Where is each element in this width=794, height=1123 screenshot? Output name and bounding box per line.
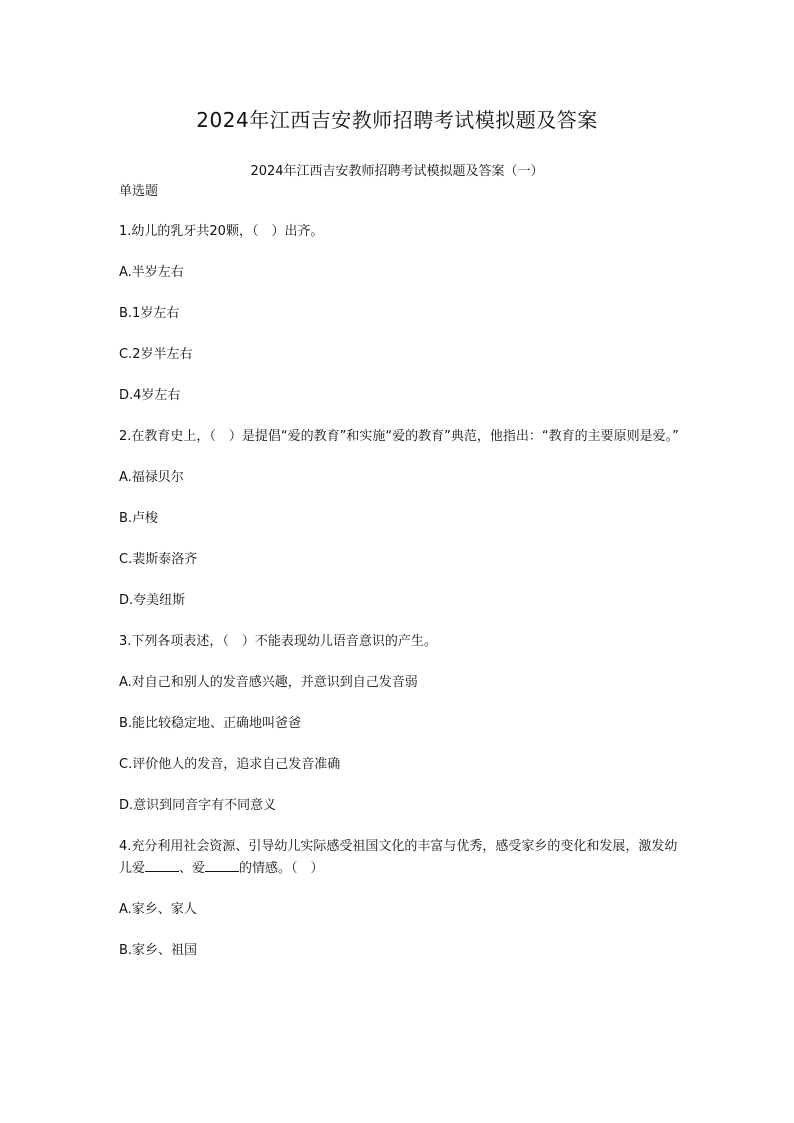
question-4-option-a: A.家乡、家人: [119, 902, 197, 917]
question-1-option-a: A.半岁左右: [119, 265, 184, 280]
question-3-option-b: B.能比较稳定地、正确地叫爸爸: [119, 716, 302, 731]
question-1-stem: 1.幼儿的乳牙共20颗，（ ）出齐。: [119, 224, 324, 239]
question-3-option-c: C.评价他人的发音，追求自己发音准确: [119, 757, 341, 772]
question-2-option-a: A.福禄贝尔: [119, 470, 184, 485]
question-4-stem-part2: 、爱: [179, 861, 206, 876]
document-body: [119, 182, 679, 982]
fill-blank: [145, 857, 179, 872]
question-3-option-a: A.对自己和别人的发音感兴趣，并意识到自己发音弱: [119, 675, 418, 690]
question-2-option-d: D.夸美纽斯: [119, 593, 186, 608]
question-2-option-c: C.裴斯泰洛齐: [119, 552, 198, 567]
question-2-stem: 2.在教育史上，（ ）是提倡“爱的教育”和实施“爱的教育”典范，他指出：“教育的主要原则是爱。”: [119, 429, 679, 444]
question-3-option-d: D.意识到同音字有不同意义: [119, 798, 277, 813]
section-label: 单选题: [119, 184, 159, 199]
question-4-option-b: B.家乡、祖国: [119, 943, 198, 958]
question-4-stem-part3: 的情感。（ ）: [239, 861, 324, 876]
question-1-option-c: C.2岁半左右: [119, 347, 193, 362]
section-subtitle: 2024年江西吉安教师招聘考试模拟题及答案（一）: [250, 164, 544, 179]
question-1-option-b: B.1岁左右: [119, 306, 180, 321]
page-title: 2024年江西吉安教师招聘考试模拟题及答案: [196, 108, 598, 132]
question-3-stem: 3.下列各项表述，（ ）不能表现幼儿语音意识的产生。: [119, 634, 437, 649]
question-2-option-b: B.卢梭: [119, 511, 159, 526]
question-4-stem: [119, 837, 679, 879]
fill-blank: [205, 857, 239, 872]
question-1-option-d: D.4岁左右: [119, 388, 181, 403]
question-4-stem-part1: 4.充分利用社会资源、引导幼儿实际感受祖国文化的丰富与优秀，感受家乡的变化和发展，激发幼儿爱: [119, 839, 678, 876]
